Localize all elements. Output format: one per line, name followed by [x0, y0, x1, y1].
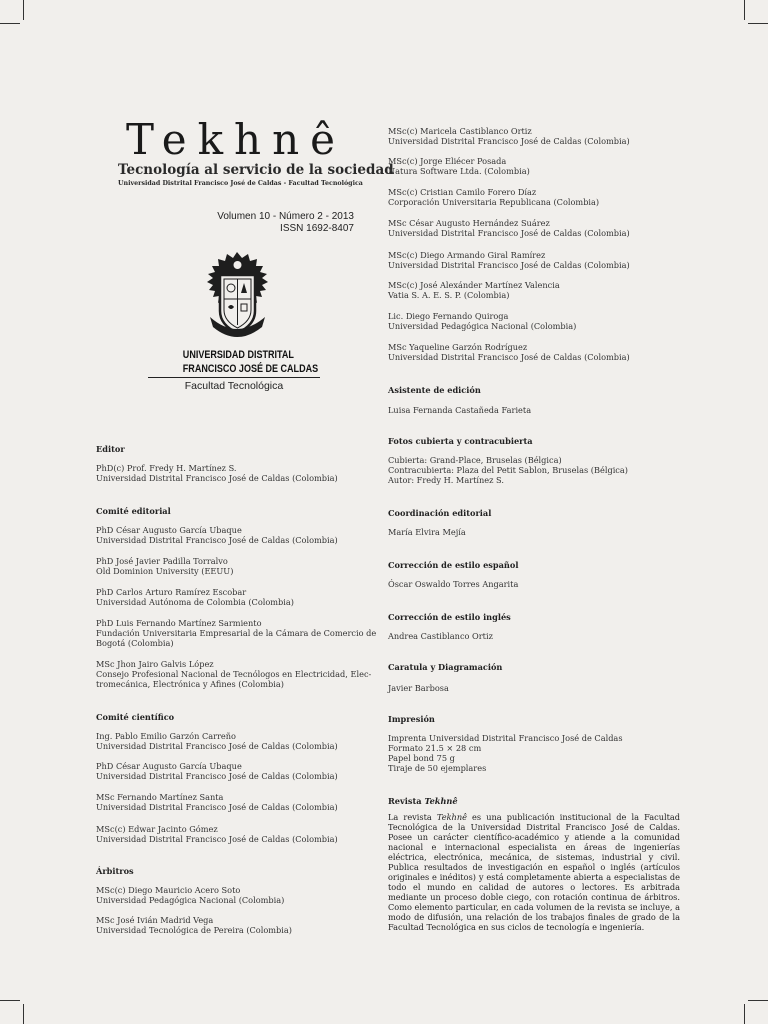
photo-credits — [388, 455, 628, 485]
crop-mark — [23, 1004, 24, 1024]
volume-line: Volumen 10 - Número 2 - 2013 — [217, 211, 354, 222]
committee-entry — [96, 556, 233, 576]
person-name: PhD José Javier Padilla Torralvo — [96, 556, 228, 566]
affiliation: Universidad Pedagógica Nacional (Colombia) — [388, 321, 577, 331]
affiliation: Universidad Distrital Francisco José de Caldas (Colombia) — [388, 136, 630, 146]
crop-mark — [748, 1000, 768, 1001]
referee-entry — [388, 126, 630, 146]
printing-line: Papel bond 75 g — [388, 753, 455, 763]
volume-info — [214, 211, 354, 235]
person-name: MSc César Augusto Hernández Suárez — [388, 218, 550, 228]
section-heading-arbitros: Árbitros — [96, 866, 134, 876]
crop-mark — [0, 23, 20, 24]
section-heading-correccion-ingles: Corrección de estilo inglés — [388, 612, 511, 622]
section-heading-correccion-espanol: Corrección de estilo español — [388, 560, 519, 570]
referee-entry — [388, 280, 560, 300]
affiliation: Universidad Autónoma de Colombia (Colombia) — [96, 597, 294, 607]
section-heading-impresion: Impresión — [388, 714, 435, 724]
heading-text: Revista — [388, 796, 425, 806]
affiliation: Universidad Distrital Francisco José de Caldas (Colombia) — [96, 473, 338, 483]
section-heading-fotos: Fotos cubierta y contracubierta — [388, 436, 533, 446]
affiliation: tromecánica, Electrónica y Afines (Colombia) — [96, 679, 284, 689]
committee-entry — [96, 659, 371, 689]
issn-line: ISSN 1692-8407 — [280, 223, 354, 234]
section-heading-asistente: Asistente de edición — [388, 385, 481, 395]
crop-mark — [744, 1004, 745, 1024]
photo-credit-line: Cubierta: Grand-Place, Bruselas (Bélgica) — [388, 455, 562, 465]
university-name-line2: FRANCISCO JOSÉ DE CALDAS — [182, 363, 319, 375]
committee-entry — [96, 587, 294, 607]
person-name: MSc Jhon Jairo Galvis López — [96, 659, 214, 669]
affiliation: Universidad Distrital Francisco José de Caldas (Colombia) — [96, 771, 338, 781]
person-name: MSc(c) Cristian Camilo Forero Díaz — [388, 187, 537, 197]
printing-line: Formato 21.5 × 28 cm — [388, 743, 482, 753]
affiliation: Universidad Distrital Francisco José de Caldas (Colombia) — [96, 802, 338, 812]
crop-mark — [744, 0, 745, 20]
referee-entry — [388, 156, 530, 176]
person-name: PhD Carlos Arturo Ramírez Escobar — [96, 587, 247, 597]
journal-subtitle: Tecnología al servicio de la sociedad — [118, 162, 394, 178]
person-name: MSc José Ivián Madrid Vega — [96, 915, 214, 925]
committee-entry — [96, 824, 338, 844]
masthead — [118, 115, 394, 188]
person-name: Ing. Pablo Emilio Garzón Carreño — [96, 731, 236, 741]
section-heading-editor: Editor — [96, 444, 125, 454]
proofreader-english: Andrea Castiblanco Ortiz — [388, 631, 493, 641]
description-italic: Tekhnê — [436, 812, 467, 822]
section-heading-coordinacion: Coordinación editorial — [388, 508, 492, 518]
person-name: PhD César Augusto García Ubaque — [96, 761, 242, 771]
person-name: MSc Fernando Martínez Santa — [96, 792, 224, 802]
journal-description — [388, 812, 680, 932]
person-name: MSc(c) Diego Mauricio Acero Soto — [96, 885, 241, 895]
referee-entry — [96, 915, 292, 935]
journal-publisher: Universidad Distrital Francisco José de Caldas - Facultad Tecnológica — [118, 180, 363, 187]
heading-italic: Tekhnê — [424, 796, 458, 806]
designer-name: Javier Barbosa — [388, 683, 449, 693]
affiliation: Corporación Universitaria Republicana (Colombia) — [388, 197, 600, 207]
committee-entry — [96, 525, 338, 545]
affiliation: Consejo Profesional Nacional de Tecnólogos en Electricidad, Elec- — [96, 669, 372, 679]
divider — [148, 377, 320, 378]
referee-entry — [388, 187, 599, 207]
referee-entry — [96, 885, 284, 905]
faculty-name: Facultad Tecnológica — [184, 380, 284, 392]
affiliation: Vatia S. A. E. S. P. (Colombia) — [388, 290, 510, 300]
university-name-line1: UNIVERSIDAD DISTRITAL — [182, 349, 294, 361]
crop-mark — [23, 0, 24, 20]
proofreader-spanish: Óscar Oswaldo Torres Angarita — [388, 579, 519, 589]
university-crest-logo — [200, 249, 275, 345]
editor-entry — [96, 463, 338, 483]
person-name: MSc(c) Maricela Castiblanco Ortiz — [388, 126, 532, 136]
affiliation: Fundación Universitaria Empresarial de la Cámara de Comercio de — [96, 628, 377, 638]
printing-line: Imprenta Universidad Distrital Francisco José de Caldas — [388, 733, 623, 743]
person-name: PhD(c) Prof. Fredy H. Martínez S. — [96, 463, 237, 473]
referee-entry — [388, 218, 630, 238]
crop-mark — [748, 23, 768, 24]
person-name: MSc(c) Diego Armando Giral Ramírez — [388, 250, 546, 260]
affiliation: Universidad Distrital Francisco José de Caldas (Colombia) — [96, 834, 338, 844]
committee-entry — [96, 761, 338, 781]
affiliation: Old Dominion University (EEUU) — [96, 566, 234, 576]
committee-entry — [96, 618, 376, 648]
photo-credit-line: Contracubierta: Plaza del Petit Sablon, Bruselas (Bélgica) — [388, 465, 628, 475]
affiliation: Universidad Distrital Francisco José de Caldas (Colombia) — [388, 260, 630, 270]
affiliation: Universidad Distrital Francisco José de Caldas (Colombia) — [96, 535, 338, 545]
journal-title: Tekhnê — [125, 115, 346, 164]
university-name — [182, 348, 319, 376]
referee-entry — [388, 342, 630, 362]
affiliation: Universidad Tecnológica de Pereira (Colombia) — [96, 925, 292, 935]
printing-info — [388, 733, 623, 773]
person-name: MSc(c) José Alexánder Martínez Valencia — [388, 280, 560, 290]
section-heading-caratula: Caratula y Diagramación — [388, 662, 503, 672]
affiliation: Universidad Distrital Francisco José de Caldas (Colombia) — [96, 741, 338, 751]
affiliation: Universidad Distrital Francisco José de Caldas (Colombia) — [388, 228, 630, 238]
section-heading-revista — [388, 796, 458, 806]
affiliation: Universidad Pedagógica Nacional (Colombia) — [96, 895, 285, 905]
crop-mark — [0, 1000, 20, 1001]
person-name: MSc(c) Edwar Jacinto Gómez — [96, 824, 218, 834]
description-text: La revista — [388, 812, 437, 822]
assistant-name: Luisa Fernanda Castañeda Farieta — [388, 405, 532, 415]
referee-entry — [388, 250, 630, 270]
person-name: PhD César Augusto García Ubaque — [96, 525, 242, 535]
section-heading-comite-editorial: Comité editorial — [96, 506, 171, 516]
printing-line: Tiraje de 50 ejemplares — [388, 763, 487, 773]
description-text: es una publicación institucional de la Facultad Tecnológica de la Universidad Distrital Francisco José de Caldas. Posee un carácter científico-académico y atiende a la comunidad nacional e internacional especialista en áreas de ingenierías eléctrica, electrónica, mecánica, de sistemas, industrial y civil. Publica resultados de investigación en español o inglés (artículos originales e inéditos) y está completamente abierta a especialistas de todo el mundo en calidad de autores o lectores. Es arbitrada mediante un proceso doble ciego, con rotación continua de árbitros. Como elemento particular, en cada volumen de la revista se incluye, a modo de difusión, una relación de los trabajos finales de grado de la Facultad Tecnológica en sus ciclos de tecnología e ingeniería. — [388, 812, 681, 932]
person-name: MSc(c) Jorge Eliécer Posada — [388, 156, 507, 166]
affiliation: Natura Software Ltda. (Colombia) — [388, 166, 530, 176]
photo-credit-line: Autor: Fredy H. Martínez S. — [388, 475, 504, 485]
committee-entry — [96, 792, 338, 812]
affiliation: Universidad Distrital Francisco José de Caldas (Colombia) — [388, 352, 630, 362]
person-name: PhD Luis Fernando Martínez Sarmiento — [96, 618, 262, 628]
coordinator-name: María Elvira Mejía — [388, 527, 466, 537]
referee-entry — [388, 311, 576, 331]
person-name: Lic. Diego Fernando Quiroga — [388, 311, 509, 321]
person-name: MSc Yaqueline Garzón Rodríguez — [388, 342, 528, 352]
affiliation: Bogotá (Colombia) — [96, 638, 174, 648]
committee-entry — [96, 731, 338, 751]
section-heading-comite-cientifico: Comité científico — [96, 712, 175, 722]
